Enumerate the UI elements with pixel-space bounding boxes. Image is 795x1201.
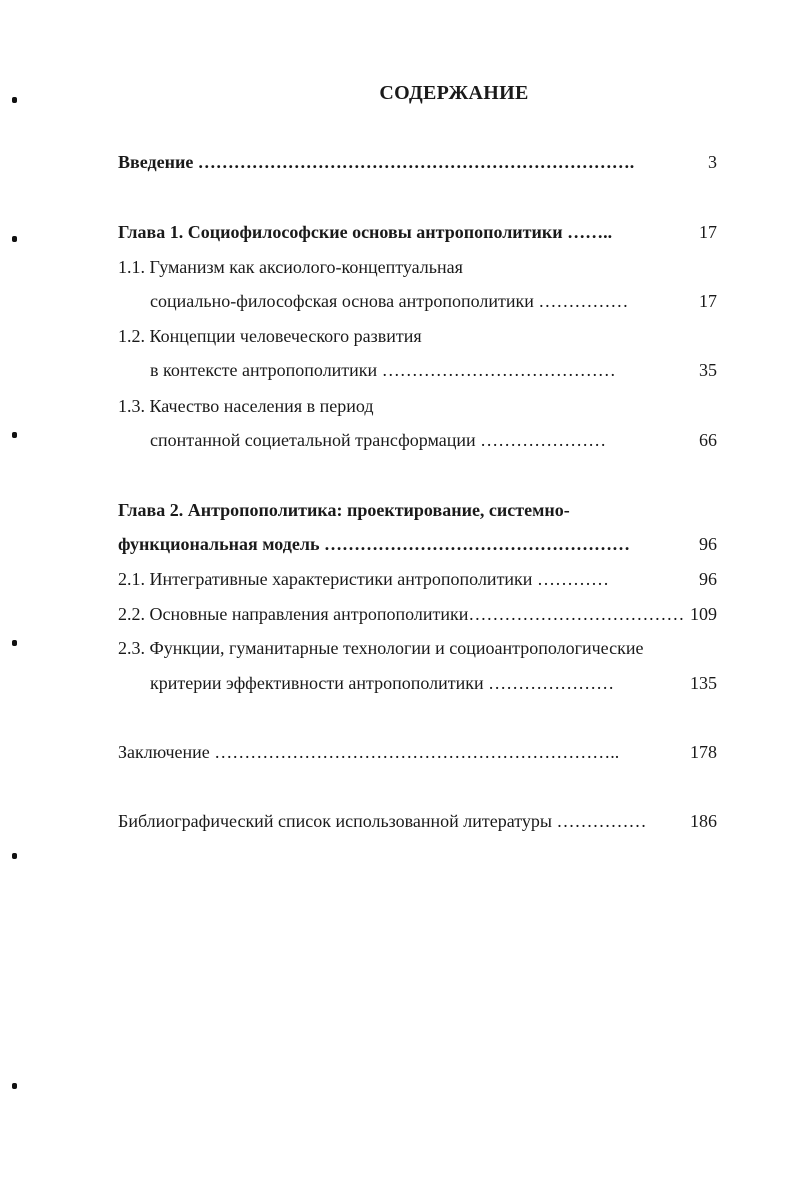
toc-entry-bibliography: Библиографический список использованной литературы ……………	[118, 811, 647, 831]
toc-entry-section-2-3-cont: критерии эффективности антропополитики …………………	[150, 673, 615, 693]
binding-hole-mark	[12, 432, 17, 438]
toc-entry-section-1-1: 1.1. Гуманизм как аксиолого-концептуальная	[118, 257, 463, 277]
toc-entry-intro: Введение ……………………………………………………………….	[118, 152, 635, 172]
toc-page-section-1-2: 35	[699, 360, 717, 380]
toc-entry-section-1-2-cont: в контексте антропополитики …………………………………	[150, 360, 616, 380]
toc-page-conclusion: 178	[690, 742, 717, 762]
toc-entry-section-1-3: 1.3. Качество населения в период	[118, 396, 374, 416]
binding-hole-mark	[12, 1083, 17, 1089]
binding-hole-mark	[12, 853, 17, 859]
toc-page-section-2-2: 109	[690, 604, 717, 624]
toc-entry-conclusion: Заключение …………………………………………………………..	[118, 742, 620, 762]
binding-hole-mark	[12, 236, 17, 242]
toc-page-chapter-1: 17	[699, 222, 717, 242]
toc-entry-section-2-2: 2.2. Основные направления антропополитики………………………………	[118, 604, 685, 624]
toc-page-section-2-1: 96	[699, 569, 717, 589]
toc-entry-chapter-1: Глава 1. Социофилософские основы антропополитики ……..	[118, 222, 613, 242]
toc-entry-chapter-2-cont: функциональная модель ……………………………………………	[118, 534, 630, 554]
toc-entry-section-2-1: 2.1. Интегративные характеристики антропополитики …………	[118, 569, 609, 589]
toc-page-intro: 3	[708, 152, 717, 172]
toc-entry-section-2-3: 2.3. Функции, гуманитарные технологии и социоантропологические	[118, 638, 644, 658]
toc-entry-section-1-1-cont: социально-философская основа антропополитики ……………	[150, 291, 629, 311]
binding-hole-mark	[12, 640, 17, 646]
toc-entry-section-1-3-cont: спонтанной социетальной трансформации …………………	[150, 430, 607, 450]
toc-page-section-2-3: 135	[690, 673, 717, 693]
toc-page-bibliography: 186	[690, 811, 717, 831]
toc-entry-section-1-2: 1.2. Концепции человеческого развития	[118, 326, 422, 346]
toc-entry-chapter-2: Глава 2. Антропополитика: проектирование, системно-	[118, 500, 570, 520]
toc-page-chapter-2: 96	[699, 534, 717, 554]
page-title: СОДЕРЖАНИЕ	[379, 82, 529, 104]
toc-page-section-1-1: 17	[699, 291, 717, 311]
toc-page-section-1-3: 66	[699, 430, 717, 450]
